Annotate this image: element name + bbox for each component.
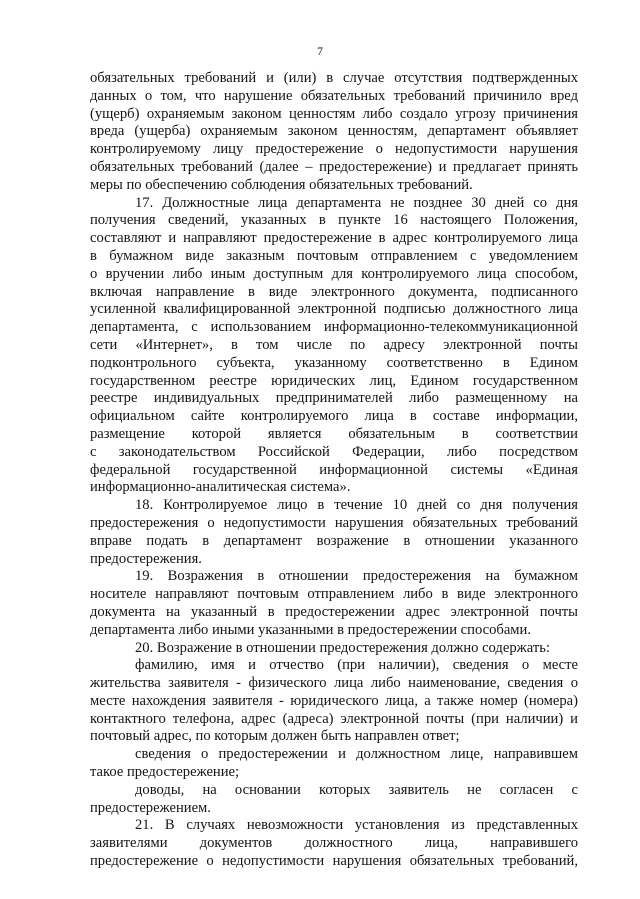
text-line: усиленной квалифицированной электронной подписью должностного лица [90,301,578,318]
text-line: данных о том, что нарушение обязательных требований причинило вред [90,87,578,104]
text-line: контролируемому лицу предостережение о недопустимости нарушения [90,141,578,158]
text-line: предостережения. [90,550,202,567]
text-line: обязательных требований (далее – предостережение) и предлагает принять [90,158,578,175]
text-line: департамента либо иными указанными в предостережении способами. [90,621,532,638]
text-line: включая направление в виде электронного документа, подписанного [90,283,578,300]
text-line: документа на указанный в предостережении адрес электронной почты [90,603,578,620]
text-line: (ущерб) охраняемым законом ценностям либо создало угрозу причинения [90,105,578,122]
text-line: составляют и направляют предостережение в адрес контролируемого лица [90,230,578,247]
text-line: носителе направляют почтовым отправлением либо в виде электронного [90,586,578,603]
text-line: месте нахождения заявителя - юридического лица, а также номер (номера) [90,692,578,709]
text-line: меры по обеспечению соблюдения обязательных требований. [90,176,473,193]
text-line: получения сведений, указанных в пункте 16 настоящего Положения, [90,212,578,229]
text-line: вправе подать в департамент возражение в отношении указанного [90,532,578,549]
text-line: подконтрольного субъекта, указанному соответственно в Едином [90,354,578,371]
text-line: 18. Контролируемое лицо в течение 10 дней со дня получения [135,497,578,514]
text-line: жительства заявителя - физического лица либо наименование, сведения о [90,675,578,692]
text-line: доводы, на основании которых заявитель не согласен с [135,781,578,798]
text-line: сети «Интернет», в том числе по адресу электронной почты [90,336,578,353]
text-line: департамента, с использованием информационно-телекоммуникационной [90,319,578,336]
text-line: 20. Возражение в отношении предостережения должно содержать: [135,639,550,656]
text-line: реестре индивидуальных предпринимателей либо размещенному на [90,390,578,407]
text-line: государственном реестре юридических лиц, Едином государственном [90,372,578,389]
text-line: 21. В случаях невозможности установления из представленных [135,817,578,834]
page-number: 7 [317,44,323,58]
text-line: предостережения о недопустимости нарушения обязательных требований [90,514,578,531]
text-line: обязательных требований и (или) в случае отсутствия подтвержденных [90,70,578,86]
text-line: сведения о предостережении и должностном лице, направившем [135,746,578,763]
text-line: 19. Возражения в отношении предостережения на бумажном [135,568,578,585]
text-line: федеральной государственной информационной системы «Единая [90,461,578,478]
text-line: о вручении либо иным доступным для контролируемого лица способом, [90,265,578,282]
text-line: почтовый адрес, по которым должен быть направлен ответ; [90,728,460,745]
text-line: с законодательством Российской Федерации, либо посредством [90,443,578,460]
text-line: размещение которой является обязательным в соответствии [90,425,578,442]
document-body [90,70,578,871]
text-line: 17. Должностные лица департамента не позднее 30 дней со дня [135,194,578,211]
text-line: контактного телефона, адрес (адреса) электронной почты (при наличии) и [90,710,578,727]
text-line: заявителями документов должностного лица, направившего [90,835,578,852]
text-line: в бумажном виде заказным почтовым отправлением с уведомлением [90,247,578,264]
text-line: фамилию, имя и отчество (при наличии), сведения о месте [135,657,578,674]
text-line: предостережением. [90,799,211,816]
text-line: официальном сайте контролируемого лица в составе информации, [90,408,578,425]
text-line: вреда (ущерба) охраняемым законом ценностям, департамент объявляет [90,123,578,140]
text-line: информационно-аналитическая система». [90,479,351,496]
text-line: такое предостережение; [90,764,240,781]
text-line: предостережение о недопустимости нарушения обязательных требований, [90,853,578,870]
